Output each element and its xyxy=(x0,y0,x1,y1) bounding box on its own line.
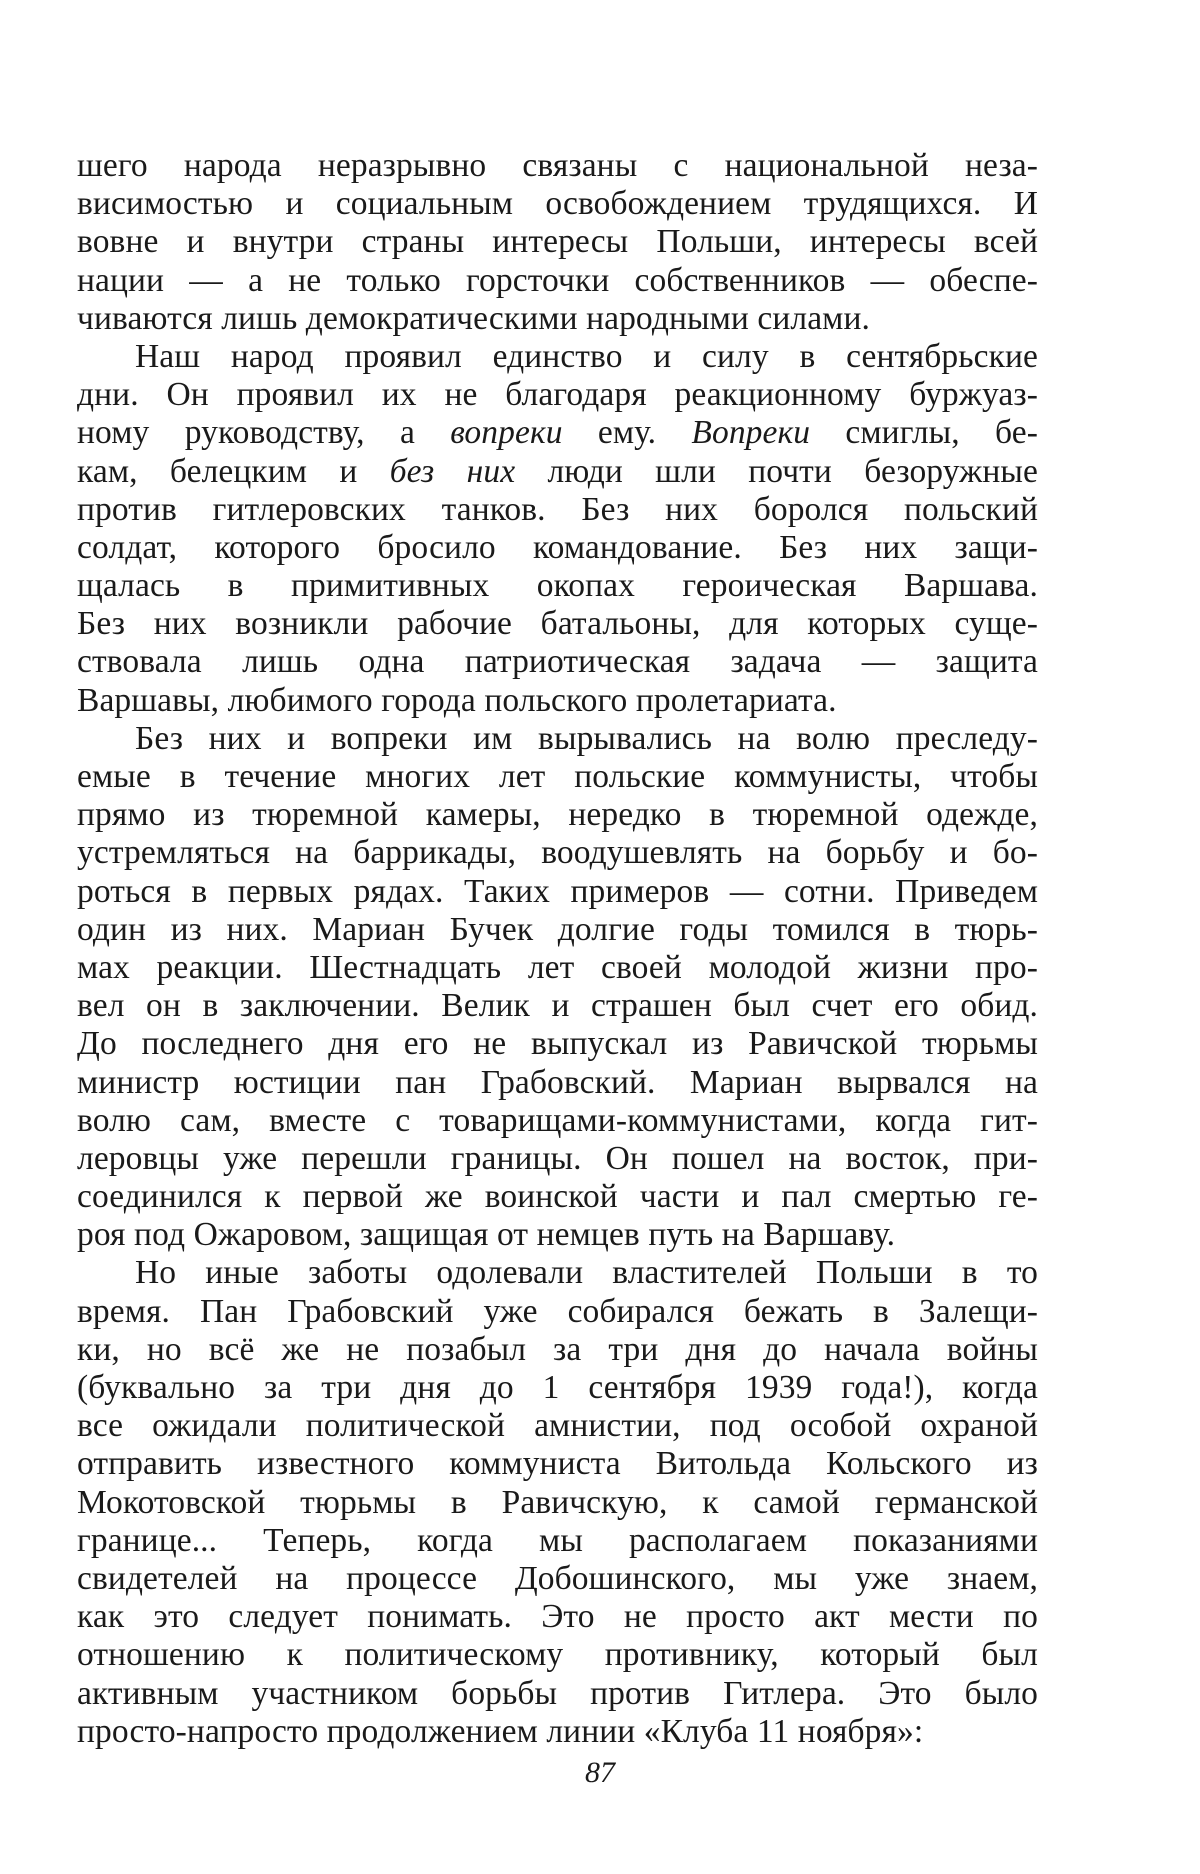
text-segment: чиваются лишь демократическими народными силами. xyxy=(77,299,870,337)
text-line xyxy=(77,911,1038,949)
text-segment: свидетелей на процессе Добошинского, мы уже знаем, xyxy=(77,1559,1038,1597)
text-line xyxy=(77,1560,1038,1598)
text-line xyxy=(77,1369,1038,1407)
text-segment: леровцы уже перешли границы. Он пошел на восток, при- xyxy=(77,1139,1038,1177)
text-segment: дни. Он проявил их не благодаря реакционному буржуаз- xyxy=(77,376,1038,414)
text-line xyxy=(77,1522,1038,1560)
text-segment: роться в первых рядах. Таких примеров — сотни. Приведем xyxy=(77,872,1038,910)
emphasis-text: Вопреки xyxy=(691,414,811,452)
text-line xyxy=(77,1675,1038,1713)
text-segment: все ожидали политической амнистии, под особой охраной xyxy=(77,1407,1038,1445)
text-segment: Без них возникли рабочие батальоны, для которых суще- xyxy=(77,605,1038,643)
text-line xyxy=(77,987,1038,1025)
text-segment: Без них и вопреки им вырывались на волю преследу- xyxy=(135,719,1038,757)
text-segment: мах реакции. Шестнадцать лет своей молодой жизни про- xyxy=(77,948,1038,986)
text-line xyxy=(77,147,1038,185)
text-segment: как это следует понимать. Это не просто акт мести по xyxy=(77,1598,1038,1636)
text-segment: Наш народ проявил единство и силу в сентябрьские xyxy=(135,337,1038,375)
text-line xyxy=(77,1598,1038,1636)
text-line xyxy=(77,682,1038,720)
text-line xyxy=(77,1407,1038,1445)
text-line xyxy=(77,873,1038,911)
text-segment: солдат, которого бросило командование. Без них защи- xyxy=(77,528,1038,566)
text-line xyxy=(77,1216,1038,1254)
emphasis-text: без них xyxy=(389,452,516,490)
text-segment: кам, белецким и xyxy=(77,452,390,490)
text-line xyxy=(77,1293,1038,1331)
text-segment: просто-напросто продолжением линии «Клуба 11 ноября»: xyxy=(77,1712,924,1750)
text-line xyxy=(77,223,1038,261)
text-line xyxy=(77,1713,1038,1751)
text-segment: устремляться на баррикады, воодушевлять на борьбу и бо- xyxy=(77,834,1038,872)
text-segment: министр юстиции пан Грабовский. Мариан вырвался на xyxy=(77,1063,1038,1101)
text-line xyxy=(77,1025,1038,1063)
text-segment: ему. xyxy=(562,414,692,452)
text-segment: Но иные заботы одолевали властителей Польши в то xyxy=(135,1254,1038,1292)
emphasis-text: вопреки xyxy=(450,414,563,452)
text-segment: Варшавы, любимого города польского пролетариата. xyxy=(77,681,837,719)
text-line xyxy=(77,338,1038,376)
text-segment: вел он в заключении. Велик и страшен был счет его обид. xyxy=(77,987,1038,1025)
text-line xyxy=(77,1484,1038,1522)
text-line xyxy=(77,529,1038,567)
text-line xyxy=(77,262,1038,300)
body-text xyxy=(77,147,1038,1751)
page-number: 87 xyxy=(585,1756,615,1789)
text-line xyxy=(77,1178,1038,1216)
text-segment: соединился к первой же воинской части и пал смертью ге- xyxy=(77,1178,1038,1216)
text-segment: Мокотовской тюрьмы в Равичскую, к самой германской xyxy=(77,1483,1038,1521)
text-line xyxy=(77,834,1038,872)
text-segment: шего народа неразрывно связаны с национальной неза- xyxy=(77,147,1038,184)
text-line xyxy=(77,643,1038,681)
paragraph xyxy=(77,147,1038,338)
text-line xyxy=(77,300,1038,338)
text-segment: против гитлеровских танков. Без них боролся польский xyxy=(77,490,1038,528)
text-line xyxy=(77,1331,1038,1369)
text-line xyxy=(77,796,1038,834)
text-segment: границе... Теперь, когда мы располагаем показаниями xyxy=(77,1521,1038,1559)
text-line xyxy=(77,949,1038,987)
text-line xyxy=(77,720,1038,758)
text-segment: один из них. Мариан Бучек долгие годы томился в тюрь- xyxy=(77,910,1038,948)
text-segment: активным участником борьбы против Гитлера. Это было xyxy=(77,1674,1038,1712)
text-segment: время. Пан Грабовский уже собирался бежать в Залещи- xyxy=(77,1292,1038,1330)
text-line xyxy=(77,414,1038,452)
text-line xyxy=(77,1140,1038,1178)
paragraph xyxy=(77,338,1038,720)
text-line xyxy=(77,1064,1038,1102)
text-segment: щалась в примитивных окопах героическая Варшава. xyxy=(77,567,1038,605)
text-segment: ному руководству, а xyxy=(77,414,451,452)
text-segment: висимостью и социальным освобождением трудящихся. И xyxy=(77,185,1038,223)
text-line xyxy=(77,567,1038,605)
text-segment: волю сам, вместе с товарищами-коммунистами, когда гит- xyxy=(77,1101,1038,1139)
text-line xyxy=(77,1445,1038,1483)
text-segment: ствовала лишь одна патриотическая задача — защита xyxy=(77,643,1038,681)
text-line xyxy=(77,1636,1038,1674)
text-line xyxy=(77,453,1038,491)
text-segment: ки, но всё же не позабыл за три дня до начала войны xyxy=(77,1330,1038,1368)
paragraph xyxy=(77,1254,1038,1750)
text-line xyxy=(77,758,1038,796)
text-segment: емые в течение многих лет польские коммунисты, чтобы xyxy=(77,758,1038,795)
text-segment: прямо из тюремной камеры, нередко в тюремной одежде, xyxy=(77,796,1038,834)
text-segment: отношению к политическому противнику, который был xyxy=(77,1636,1038,1674)
text-line xyxy=(77,1254,1038,1292)
text-segment: отправить известного коммуниста Витольда Кольского из xyxy=(77,1445,1038,1483)
text-segment: вовне и внутри страны интересы Польши, интересы всей xyxy=(77,223,1038,261)
text-segment: нации — а не только горсточки собственников — обеспе- xyxy=(77,261,1038,299)
text-segment: люди шли почти безоружные xyxy=(515,452,1038,490)
text-segment: До последнего дня его не выпускал из Равичской тюрьмы xyxy=(77,1025,1038,1063)
text-segment: (буквально за три дня до 1 сентября 1939 года!), когда xyxy=(77,1369,1038,1406)
text-line xyxy=(77,1102,1038,1140)
text-segment: роя под Ожаровом, защищая от немцев путь на Варшаву. xyxy=(77,1216,896,1254)
paragraph xyxy=(77,720,1038,1255)
text-line xyxy=(77,491,1038,529)
text-segment: смиглы, бе- xyxy=(810,414,1038,452)
text-line xyxy=(77,185,1038,223)
text-line xyxy=(77,605,1038,643)
text-line xyxy=(77,376,1038,414)
